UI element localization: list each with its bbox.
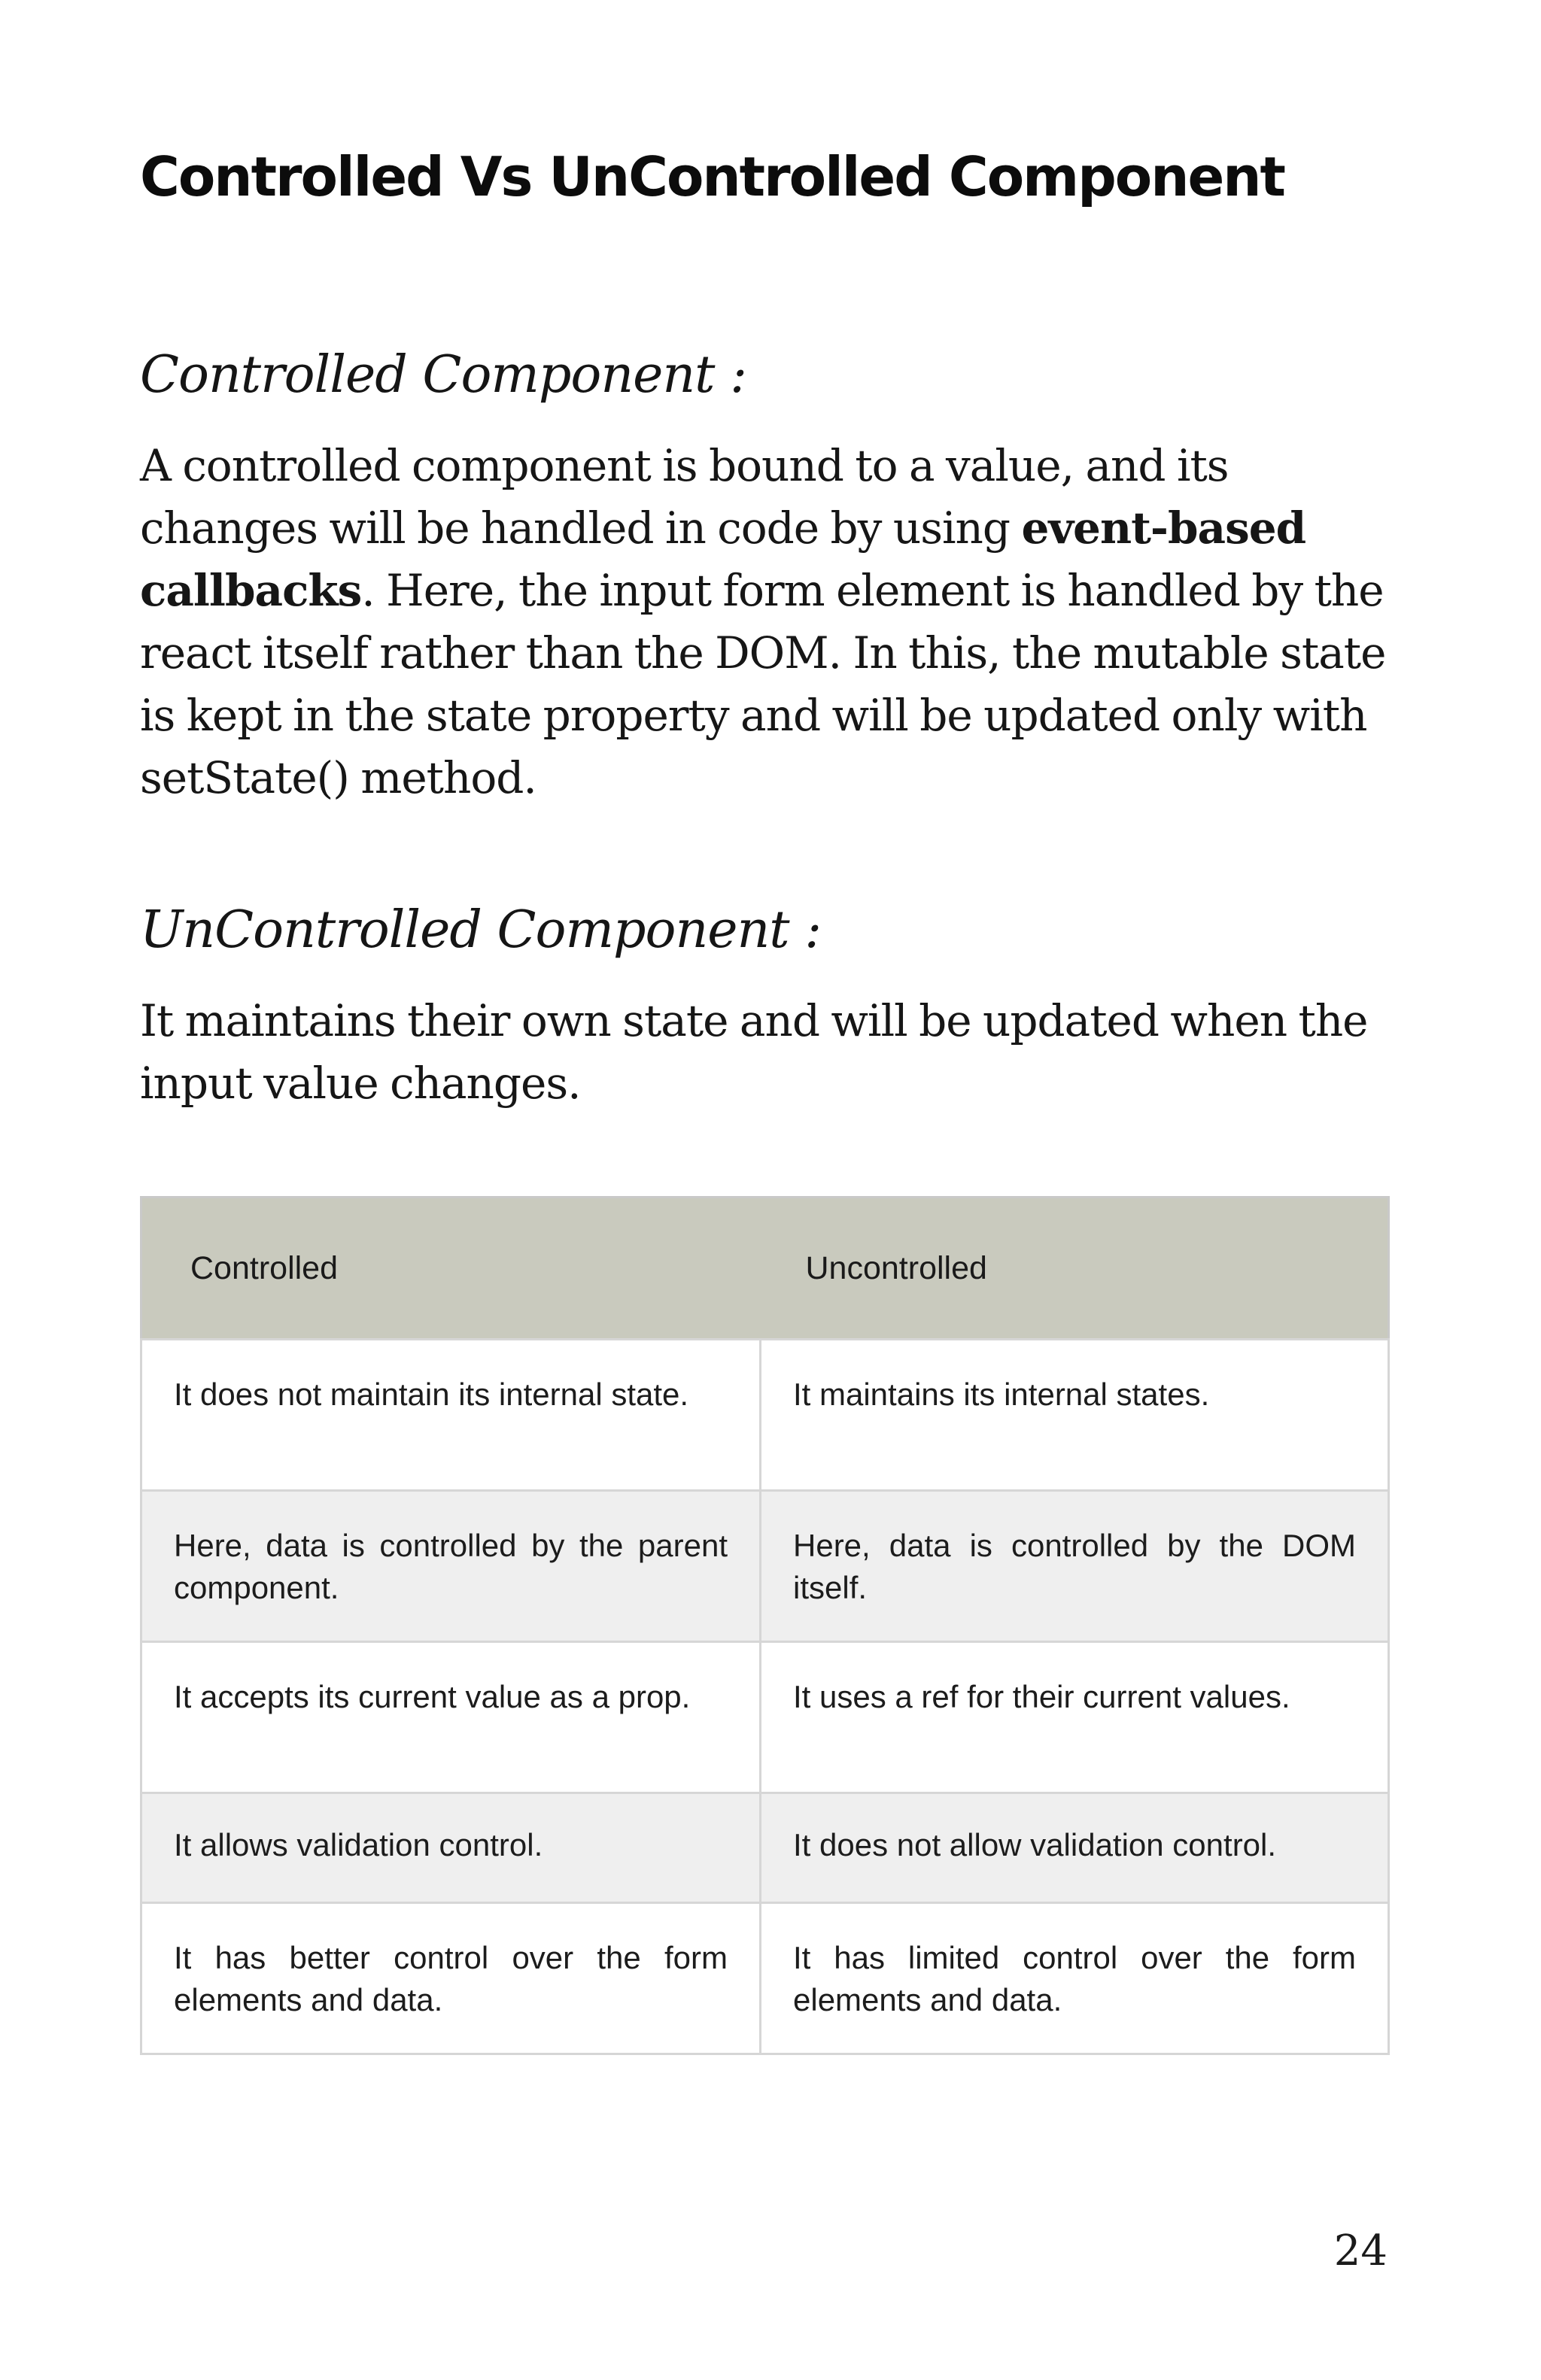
table-cell-uncontrolled: It has limited control over the form elements and data. <box>761 1903 1389 2054</box>
table-cell-controlled: It accepts its current value as a prop. <box>141 1642 761 1793</box>
table-row <box>141 1642 1389 1793</box>
header-uncontrolled: Uncontrolled <box>761 1198 1389 1340</box>
table-cell-controlled: It does not maintain its internal state. <box>141 1340 761 1491</box>
uncontrolled-component-paragraph: It maintains their own state and will be updated when the input value changes. <box>140 995 1368 1109</box>
table-cell-controlled: It allows validation control. <box>141 1793 761 1903</box>
table-cell-uncontrolled: Here, data is controlled by the DOM itself. <box>761 1491 1389 1642</box>
table-cell-uncontrolled: It does not allow validation control. <box>761 1793 1389 1903</box>
table-cell-controlled: Here, data is controlled by the parent component. <box>141 1491 761 1642</box>
page-number: 24 <box>1333 2227 1388 2275</box>
table-row <box>141 1491 1389 1642</box>
table-cell-uncontrolled: It uses a ref for their current values. <box>761 1642 1389 1793</box>
paragraph-text-start: A controlled component is bound to a value, and its changes will be handled in code by using <box>140 440 1229 554</box>
paragraph-text-end: . Here, the input form element is handled by the react itself rather than the DOM. In this, the mutable state is kept in the state property and will be updated only with setState() method. <box>140 565 1386 803</box>
table-header-row <box>141 1198 1389 1340</box>
table-row <box>141 1340 1389 1491</box>
header-controlled: Controlled <box>141 1198 761 1340</box>
comparison-table <box>140 1196 1390 2055</box>
controlled-component-paragraph <box>140 435 1404 809</box>
table-cell-controlled: It has better control over the form elements and data. <box>141 1903 761 2054</box>
page-title: Controlled Vs UnControlled Component <box>140 145 1284 208</box>
controlled-component-heading: Controlled Component : <box>140 345 747 405</box>
table-row <box>141 1793 1389 1903</box>
paragraph-bold-term: event-based callbacks <box>140 502 1306 616</box>
table-cell-uncontrolled: It maintains its internal states. <box>761 1340 1389 1491</box>
table-row <box>141 1903 1389 2054</box>
uncontrolled-component-heading: UnControlled Component : <box>140 900 822 960</box>
